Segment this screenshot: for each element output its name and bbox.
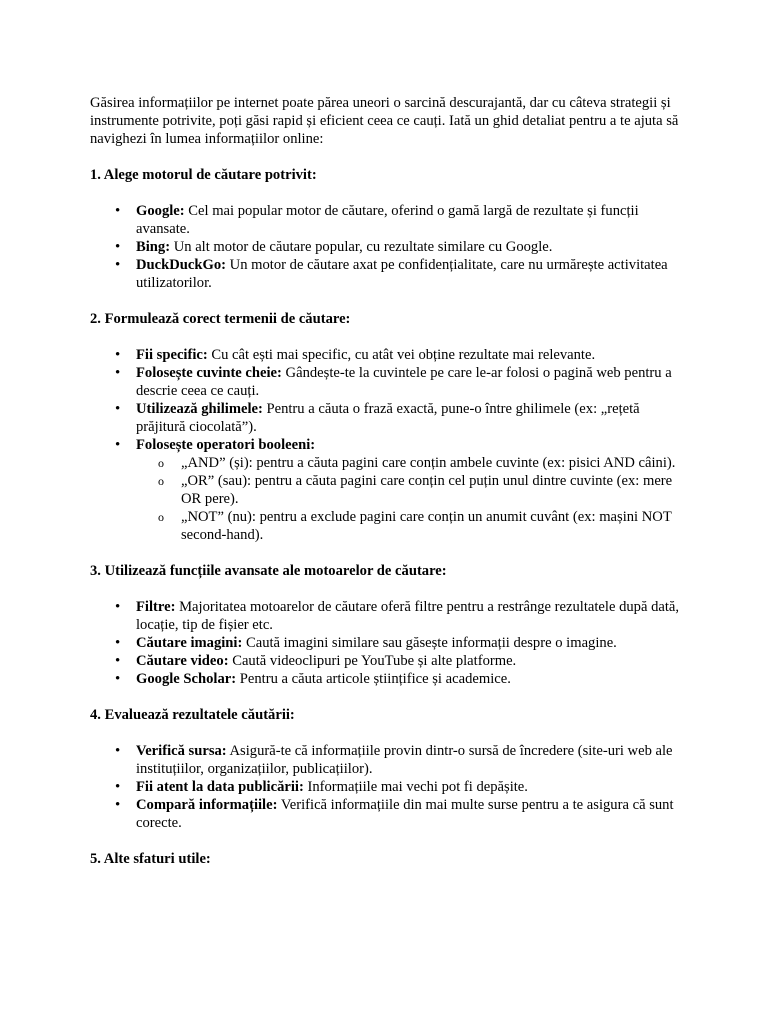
section-heading: 3. Utilizează funcțiile avansate ale motoarelor de căutare: xyxy=(90,563,447,579)
bullet-list xyxy=(90,742,686,832)
sub-list xyxy=(136,454,686,544)
list-item xyxy=(136,436,686,544)
list-item xyxy=(136,400,686,436)
bullet-list xyxy=(90,346,686,544)
list-item-term: Compară informațiile: xyxy=(136,797,278,813)
list-item-term: Căutare imagini: xyxy=(136,635,243,651)
list-item xyxy=(136,670,686,688)
list-item xyxy=(136,364,686,400)
list-item xyxy=(136,742,686,778)
sub-list-item: o „NOT” (nu): pentru a exclude pagini care conțin un anumit cuvânt (ex: mașini NOT second-hand). xyxy=(181,508,686,544)
list-item-text: Caută imagini similare sau găsește informații despre o imagine. xyxy=(242,635,617,651)
list-item xyxy=(136,238,686,256)
list-item-text: Un motor de căutare axat pe confidențialitate, care nu urmărește activitatea utilizatorilor. xyxy=(136,257,668,291)
list-item-text: Pentru a căuta articole științifice și academice. xyxy=(236,671,511,687)
bullet-list xyxy=(90,598,686,688)
document-page xyxy=(90,94,686,886)
list-item-term: Fii atent la data publicării: xyxy=(136,779,304,795)
list-item xyxy=(136,778,686,796)
list-item xyxy=(136,634,686,652)
list-item xyxy=(136,256,686,292)
list-item-term: Folosește operatori booleeni: xyxy=(136,437,316,453)
list-item-term: Căutare video: xyxy=(136,653,229,669)
list-item xyxy=(136,796,686,832)
list-item-term: Utilizează ghilimele: xyxy=(136,401,263,417)
list-item-text: Cel mai popular motor de căutare, oferind o gamă largă de rezultate și funcții avansate. xyxy=(136,203,639,237)
bullet-list xyxy=(90,202,686,292)
list-item-text: Majoritatea motoarelor de căutare oferă filtre pentru a restrânge rezultatele după dată, locație, tip de fișier etc. xyxy=(136,599,680,633)
list-item xyxy=(136,346,686,364)
sub-list-item: o „AND” (și): pentru a căuta pagini care conțin ambele cuvinte (ex: pisici AND câini). xyxy=(181,454,686,472)
list-item-term: Bing: xyxy=(136,239,171,255)
section-heading: 2. Formulează corect termenii de căutare: xyxy=(90,311,351,327)
list-item-text: Caută videoclipuri pe YouTube și alte platforme. xyxy=(228,653,517,669)
list-item-term: Folosește cuvinte cheie: xyxy=(136,365,282,381)
list-item xyxy=(136,598,686,634)
list-item xyxy=(136,202,686,238)
sub-list-item: o „OR” (sau): pentru a căuta pagini care conțin cel puțin unul dintre cuvinte (ex: mere OR pere). xyxy=(181,472,686,508)
intro-paragraph: Găsirea informațiilor pe internet poate părea uneori o sarcină descurajantă, dar cu câteva strategii și instrumente potrivite, poți găsi rapid și eficient ceea ce cauți. Iată un ghid detaliat pentru a te ajuta să navighezi în lumea informațiilor online: xyxy=(90,95,679,147)
list-item-term: DuckDuckGo: xyxy=(136,257,227,273)
list-item-text: Un alt motor de căutare popular, cu rezultate similare cu Google. xyxy=(170,239,553,255)
list-item-text: Pentru a căuta o frază exactă, pune-o între ghilimele (ex: „rețetă prăjitură ciocolată”). xyxy=(136,401,640,435)
list-item-text: Gândește-te la cuvintele pe care le-ar folosi o pagină web pentru a descrie ceea ce cauți. xyxy=(136,365,672,399)
list-item-text: Informațiile mai vechi pot fi depășite. xyxy=(303,779,528,795)
list-item-term: Verifică sursa: xyxy=(136,743,227,759)
section-heading: 5. Alte sfaturi utile: xyxy=(90,851,211,867)
list-item-term: Filtre: xyxy=(136,599,176,615)
section-heading: 1. Alege motorul de căutare potrivit: xyxy=(90,167,317,183)
list-item-term: Google Scholar: xyxy=(136,671,237,687)
section-heading: 4. Evaluează rezultatele căutării: xyxy=(90,707,295,723)
list-item-term: Fii specific: xyxy=(136,347,208,363)
list-item-text: Verifică informațiile din mai multe surse pentru a te asigura că sunt corecte. xyxy=(136,797,674,831)
list-item-term: Google: xyxy=(136,203,185,219)
list-item-text: Cu cât ești mai specific, cu atât vei obține rezultate mai relevante. xyxy=(207,347,596,363)
list-item xyxy=(136,652,686,670)
list-item-text: Asigură-te că informațiile provin dintr-o sursă de încredere (site-uri web ale instituțiilor, organizațiilor, publicațiilor). xyxy=(136,743,673,777)
